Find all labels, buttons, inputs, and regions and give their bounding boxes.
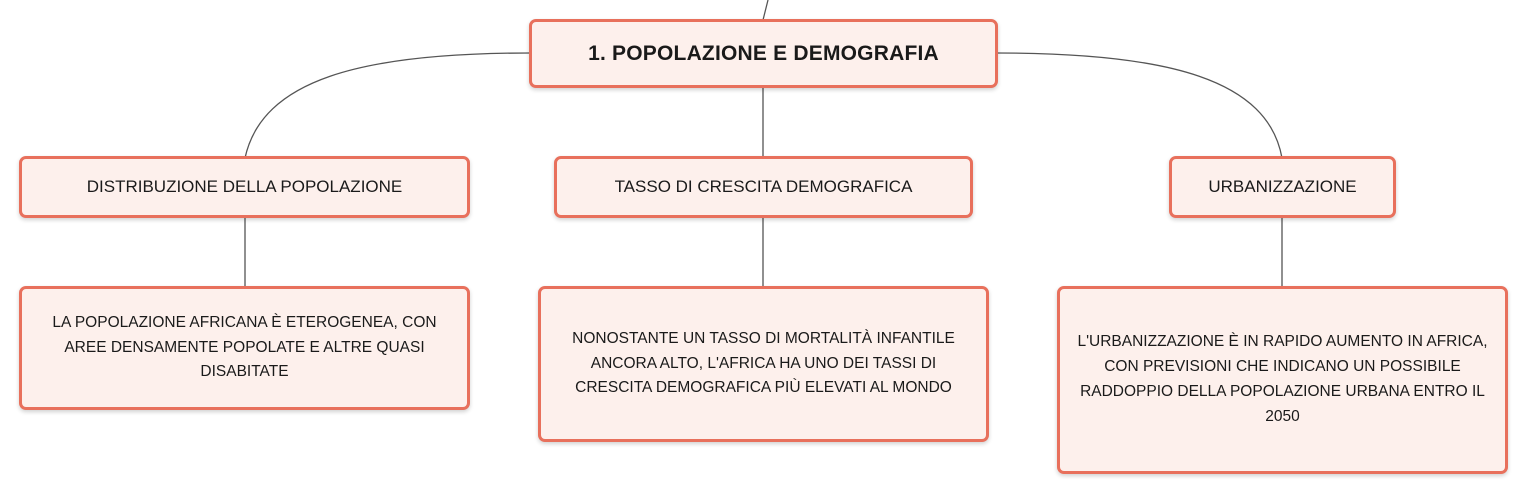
root-node-label: 1. POPOLAZIONE E DEMOGRAFIA [588,41,939,65]
connector-root-to-urbanizzazione [997,53,1282,158]
detail-node-text: NONOSTANTE UN TASSO DI MORTALITÀ INFANTILE ANCORA ALTO, L'AFRICA HA UNO DEI TASSI DI CRESCITA DEMOGRAFICA PIÙ ELEVATI AL MONDO [572,329,955,397]
branch-node-tasso[interactable] [554,156,973,218]
detail-node-urbanizzazione[interactable] [1057,286,1508,474]
detail-node-text: LA POPOLAZIONE AFRICANA È ETEROGENEA, CON AREE DENSAMENTE POPOLATE E ALTRE QUASI DISABITATE [52,313,437,381]
branch-node-distribuzione[interactable] [19,156,470,218]
branch-node-label: URBANIZZAZIONE [1208,177,1357,196]
detail-node-text: L'URBANIZZAZIONE È IN RAPIDO AUMENTO IN AFRICA, CON PREVISIONI CHE INDICANO UN POSSIBILE RADDOPPIO DELLA POPOLAZIONE URBANA ENTRO IL 2050 [1077,333,1488,425]
detail-node-distribuzione[interactable] [19,286,470,410]
connector-root-to-distribuzione [245,53,530,158]
detail-node-tasso[interactable] [538,286,989,442]
connector-from-parent [763,0,768,20]
branch-node-label: DISTRIBUZIONE DELLA POPOLAZIONE [86,177,403,196]
branch-node-urbanizzazione[interactable] [1169,156,1396,218]
root-node[interactable] [529,19,998,88]
branch-node-label: TASSO DI CRESCITA DEMOGRAFICA [614,177,913,196]
